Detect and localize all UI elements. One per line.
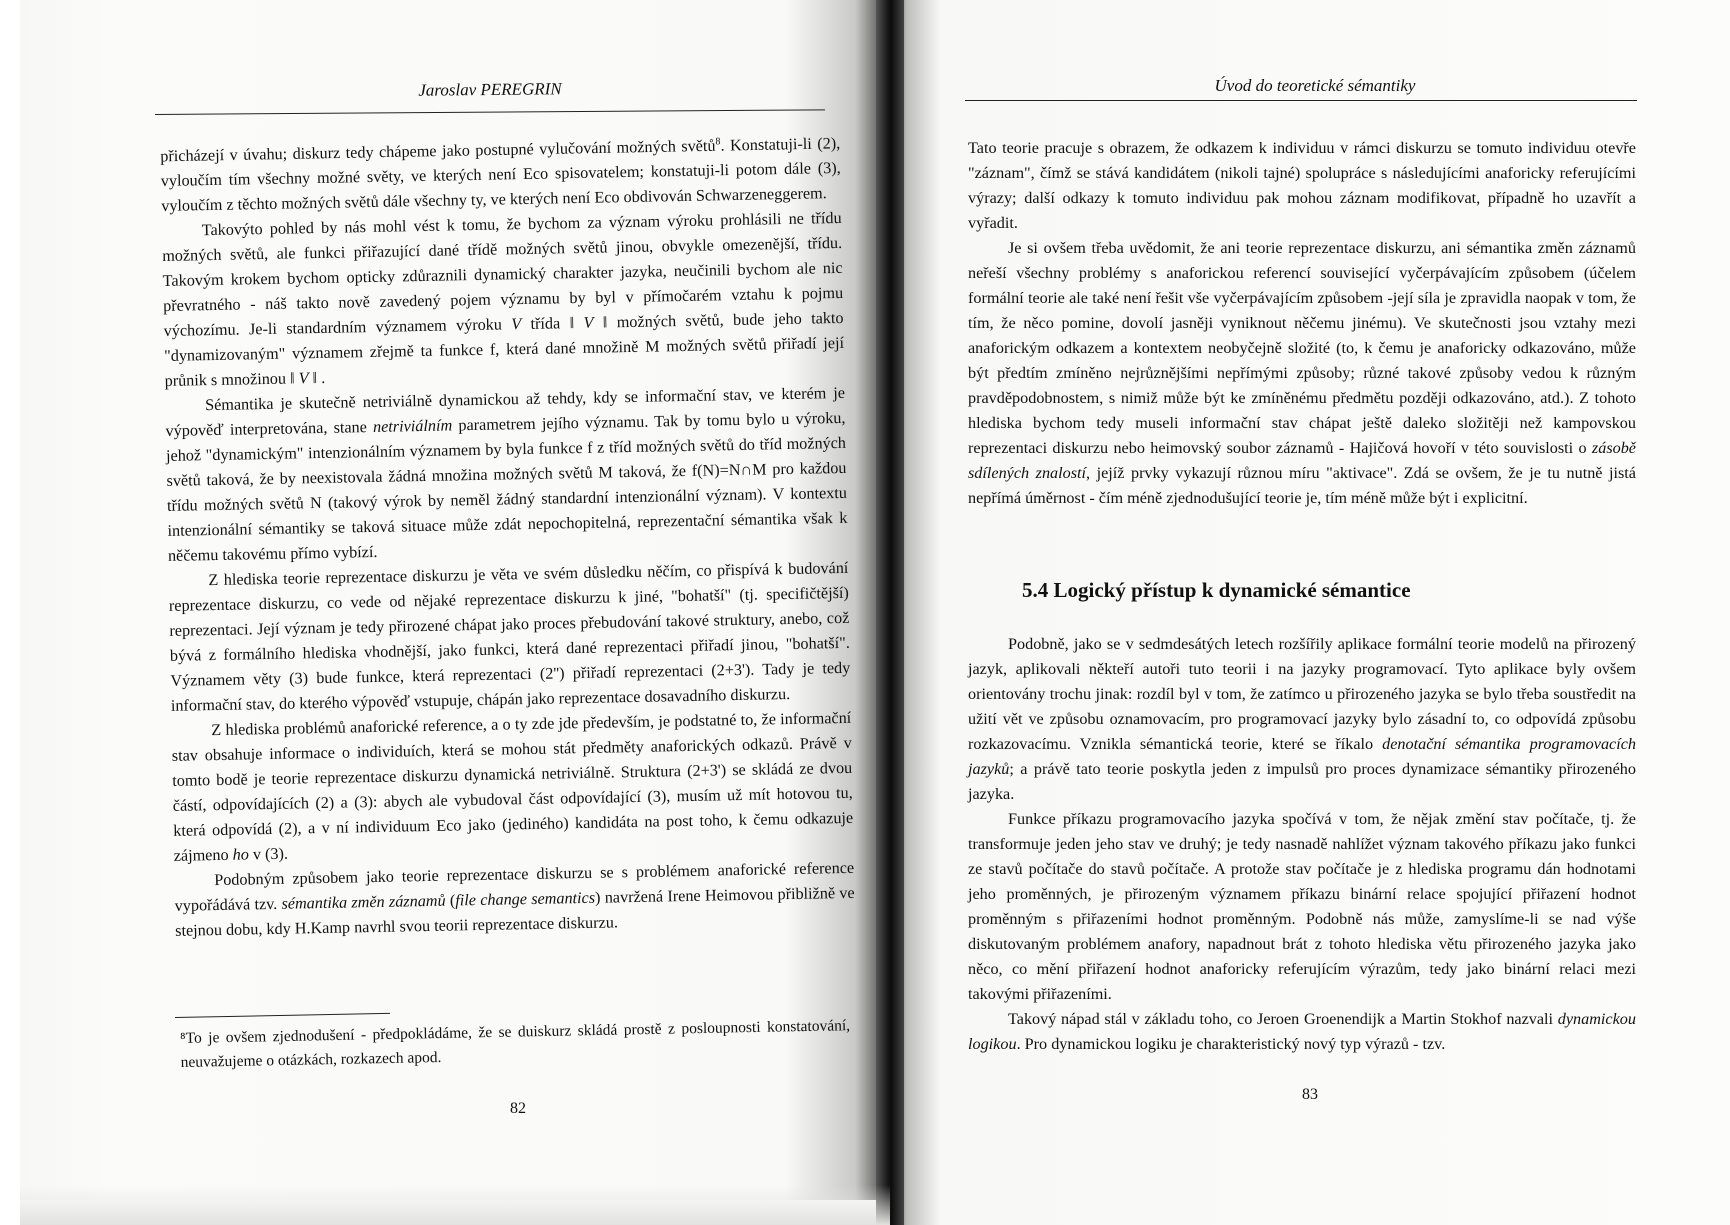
paragraph: Z hlediska teorie reprezentace diskurzu je věta ve svém důsledku něčím, co přispívá k budování reprezentace diskurzu, co vede od nějaké reprezentace diskurzu k jiné, "bohatší" (tj. specifičtější) reprezentaci. Její význam je tedy přirozené chápat jako proces přebudování takové struktury, anebo, což bývá z formálního hlediska vhodnější, jako funkci, která dané reprezentaci přiřadí jinou, "bohatší". Významem věty (3) bude funkce, která reprezentaci (2'') přiřadí reprezentaci (2+3'). Tady je tedy informační stav, do kterého výpověď vstupuje, chápán jako reprezentace dosavadního diskurzu. bbox=[168, 559, 851, 716]
right-body-text-bottom bbox=[968, 632, 1636, 1057]
paragraph: přicházejí v úvahu; diskurz tedy chápeme jako postupné vylučování možných světů$^8$. Konstatuji-li (2), vyloučím tím všechny možné světy, ve kterých není Eco spisovatelem; konstatuji-li potom dále (3), vyloučím z těchto možných světů dále všechny ty, ve kterých není Eco obdivován Schwarzeneggerem. bbox=[160, 134, 841, 216]
left-page-number: 82 bbox=[510, 1100, 526, 1117]
right-page-number: 83 bbox=[1302, 1086, 1318, 1103]
right-running-head: Úvod do teoretické sémantiky bbox=[1214, 76, 1416, 95]
paragraph: Tato teorie pracuje s obrazem, že odkazem k individuu v rámci diskurzu se tomuto individuu otevře "záznam", čímž se stává kandidátem (nikoli tajné) spolupráce s následujícími anaforicky referujícími výrazy; další odkazy k tomuto individuu pak mohou záznam modifikovat, případně ho uzavřít a vyřadit. bbox=[968, 139, 1636, 232]
paragraph: Sémantika je skutečně netriviálně dynamickou až tehdy, kdy se informační stav, ve kterém je výpověď interpretována, stane netriviálním parametrem jejího významu. Tak by tomu bylo u výroku, jehož "dynamickým" intenzionálním významem by byla funkce f z tříd možných světů do tříd možných světů taková, že by neexistovala žádná množina možných světů M taková, že f(N)=N∩M pro každou třídu možných světů N (takový výrok by neměl žádný standardní intenzionální význam). V kontextu intenzionální sémantiky se taková situace může zdát nepochopitelná, reprezentační sémantika však k něčemu takovému přímo vybízí. bbox=[165, 384, 848, 566]
right-body-text-top bbox=[968, 136, 1636, 511]
right-head-rule bbox=[965, 100, 1637, 101]
paragraph: Z hlediska problémů anaforické reference, a o ty zde jde především, je podstatné to, že informační stav obsahuje informace o individuích, která se mohou stát předměty anaforických odkazů. Právě v tomto bodě je teorie reprezentace diskurzu dynamická netriviálně. Struktura (2+3') se skládá ze dvou částí, odpovídajících (2) a (3): abych ale vybudoval část odpovídající (3), musím už mít hotovou tu, která odpovídá (2), a v ní individuum Eco jako (jediného) kandidáta na post toho, k čemu odkazuje zájmeno ho v (3). bbox=[171, 709, 854, 866]
page-edge-shadow bbox=[20, 1185, 890, 1225]
footnote: ⁸To je ovšem zjednodušení - předpokládáme, že se duiskurz skládá prostě z posloupnosti konstatování, neuvažujeme o otázkách, rozkazech apod. bbox=[180, 1017, 851, 1071]
section-title: 5.4 Logický přístup k dynamické sémantice bbox=[1022, 578, 1411, 602]
paragraph: Je si ovšem třeba uvědomit, že ani teorie reprezentace diskurzu, ani sémantika změn záznamů neřeší všechny problémy s anaforickou referencí související vyčerpávajícím způsobem (účelem formální teorie ale také není řešit vše vyčerpávajícím způsobem -její síla je zpravidla naopak v tom, že tím, že něco pomine, dovolí jasněji vyniknout něčemu jinému). Ve skutečnosti jsou vztahy mezi anaforickým odkazem a kontextem neobyčejně složité (to, k čemu je anaforicky odkazováno, může být předtím zmíněno nejrůznějšími nepřímými způsoby; různé takové způsoby vedou k různým pravděpodobnostem, s nimiž může být ke zmíněnému předmětu později odkazováno, atd.). Z tohoto hlediska bychom tedy museli informační stav chápat ještě daleko složitěji než kampovskou reprezentaci diskurzu nebo heimovský soubor záznamů - Hajičová hovoří v této souvislosti o zásobě sdílených znalostí, jejíž prvky vykazují různou míru "aktivace". Zdá se ovšem, že je tu nutně jistá nepřímá úměrnost - čím méně zjednodušující teorie je, tím méně může být i explicitní. bbox=[968, 239, 1636, 507]
left-running-head: Jaroslav PEREGRIN bbox=[418, 79, 562, 100]
book-gutter bbox=[876, 0, 904, 1225]
left-body-text bbox=[160, 127, 855, 944]
paragraph: Podobným způsobem jako teorie reprezentace diskurzu se s problémem anaforické reference vypořádává tzv. sémantika změn záznamů (file change semantics) navržená Irene Heimovou přibližně ve stejnou dobu, kdy H.Kamp navrhl svou teorii reprezentace diskurzu. bbox=[174, 859, 855, 941]
paragraph: Podobně, jako se v sedmdesátých letech rozšířily aplikace formální teorie modelů na přirozený jazyk, aplikovali někteří autoři tuto teorii i na jazyky programovací. Tyto aplikace byly ovšem orientovány trochu jinak: rozdíl byl v tom, že zatímco u přirozeného jazyka se bylo třeba soustředit na užití vět ve způsobu oznamovacím, pro programovací jazyky bylo zásadní to, co odpovídá způsobu rozkazovacímu. Vznikla sémantická teorie, které se říkalo denotační sémantika programovacích jazyků; a právě tato teorie poskytla jeden z impulsů pro proces dynamizace sémantiky přirozeného jazyka. bbox=[968, 635, 1636, 803]
paragraph: Takový nápad stál v základu toho, co Jeroen Groenendijk a Martin Stokhof nazvali dynamickou logikou. Pro dynamickou logiku je charakteristický nový typ výrazů - tzv. bbox=[968, 1010, 1636, 1053]
paragraph: Takovýto pohled by nás mohl vést k tomu, že bychom za význam výroku prohlásili ne třídu možných světů, ale funkci přiřazující dané třídě možných světů jinou, obvykle omezenější, třídu. Takovým krokem bychom opticky zdůraznili dynamický charakter jazyka, neučinili bychom ale nic převratného - náš takto nově zavedený pojem významu by byl v přímočarém vztahu k pojmu výchozímu. Je-li standardním významem výroku V třída ‖ V ‖ možných světů, bude jeho takto "dynamizovaným" významem zřejmě ta funkce f, která dané množině M možných světů přiřadí její průnik s množinou ‖ V ‖ . bbox=[162, 209, 845, 391]
paragraph: Funkce příkazu programovacího jazyka spočívá v tom, že nějak změní stav počítače, tj. že transformuje jeden jeho stav ve druhý; je tedy nasnadě nahlížet význam takového příkazu jako funkci ze stavů počítače do stavů počítače. A protože stav počítače je z hlediska programu dán hodnotami jeho proměnných, je přirozeným významem příkazu binární relace spojující přiřazení hodnot proměnným s přiřazeními hodnot proměnným. Podobně nás může, zamyslíme-li se nad výše diskutovaným problémem anafory, napadnout brát z tohoto hlediska větu přirozeného jazyka jako něco, co mění přiřazení hodnot anaforicky referujícím výrazům, tedy jako binární relaci mezi takovými přiřazeními. bbox=[968, 810, 1636, 1003]
